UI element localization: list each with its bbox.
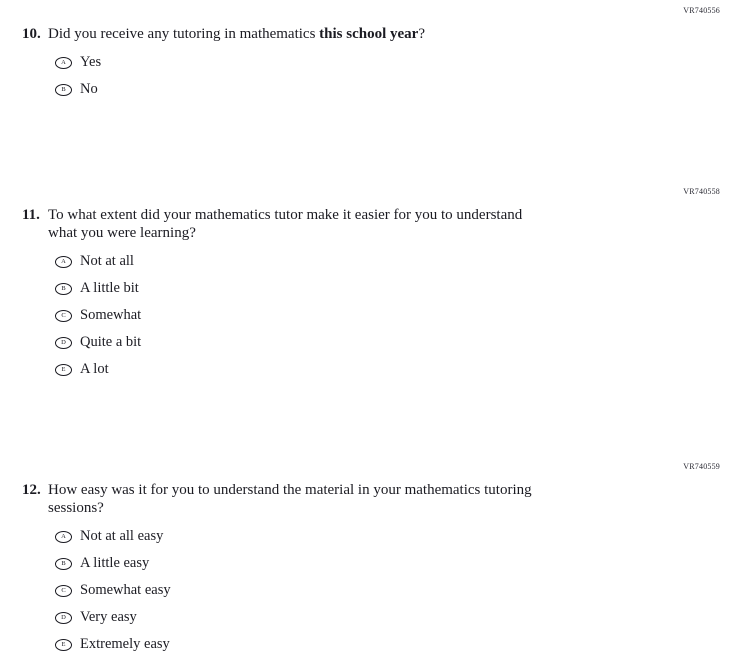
answer-option-very-easy[interactable] (0, 604, 733, 631)
vr-code-label: VR740558 (683, 187, 720, 196)
option-label: Extremely easy (80, 636, 170, 652)
question-block-11 (0, 181, 733, 383)
bubble-letter: C (61, 586, 66, 594)
question-text (48, 481, 613, 517)
vr-code-label: VR740559 (683, 462, 720, 471)
bubble-letter: A (61, 58, 66, 66)
bubble-letter: E (61, 365, 66, 373)
option-label: Not at all easy (80, 528, 164, 544)
answer-option-a-lot[interactable] (0, 356, 733, 383)
question-row (0, 481, 733, 517)
question-number: 10. (22, 26, 41, 42)
question-text (48, 206, 613, 242)
question-text-pre: Did you receive any tutoring in mathematics (48, 26, 320, 42)
answer-option-somewhat-easy[interactable] (0, 577, 733, 604)
bubble-letter: D (61, 613, 66, 621)
option-label: A lot (80, 361, 109, 377)
option-bubble[interactable] (55, 256, 72, 268)
answer-option-quite-a-bit[interactable] (0, 329, 733, 356)
bubble-letter: D (61, 338, 66, 346)
vr-code-label: VR740556 (683, 6, 720, 15)
question-text-bold: this school year (319, 26, 419, 42)
answer-options (0, 49, 733, 103)
answer-option-no[interactable] (0, 76, 733, 103)
option-bubble[interactable] (55, 310, 72, 322)
option-bubble[interactable] (55, 364, 72, 376)
answer-option-a-little-bit[interactable] (0, 275, 733, 302)
bubble-letter: E (61, 640, 66, 648)
answer-option-somewhat[interactable] (0, 302, 733, 329)
option-label: A little bit (80, 280, 139, 296)
answer-option-yes[interactable] (0, 49, 733, 76)
option-label: Somewhat easy (80, 582, 171, 598)
option-label: Not at all (80, 253, 134, 269)
question-row (0, 206, 733, 242)
bubble-letter: A (61, 532, 66, 540)
option-bubble[interactable] (55, 337, 72, 349)
option-label: Somewhat (80, 307, 142, 323)
bubble-letter: B (61, 85, 66, 93)
option-label: Very easy (80, 609, 137, 625)
answer-option-not-at-all-easy[interactable] (0, 523, 733, 550)
question-text-line: sessions? (48, 500, 104, 516)
question-block-12 (0, 456, 733, 658)
bubble-letter: A (61, 257, 66, 265)
option-bubble[interactable] (55, 612, 72, 624)
option-label: Quite a bit (80, 334, 142, 350)
option-bubble[interactable] (55, 639, 72, 651)
answer-option-not-at-all[interactable] (0, 248, 733, 275)
question-block-10 (0, 0, 733, 103)
option-bubble[interactable] (55, 57, 72, 69)
bubble-letter: B (61, 559, 66, 567)
question-row (0, 25, 733, 43)
option-bubble[interactable] (55, 531, 72, 543)
option-bubble[interactable] (55, 558, 72, 570)
option-label: A little easy (80, 555, 150, 571)
option-label: Yes (80, 54, 102, 70)
option-bubble[interactable] (55, 283, 72, 295)
answer-options (0, 523, 733, 658)
question-number: 12. (22, 482, 41, 498)
question-text-line: To what extent did your mathematics tutor make it easier for you to understand (48, 207, 523, 223)
question-text-line: what you were learning? (48, 225, 196, 241)
option-bubble[interactable] (55, 585, 72, 597)
answer-option-extremely-easy[interactable] (0, 631, 733, 658)
option-bubble[interactable] (55, 84, 72, 96)
answer-options (0, 248, 733, 383)
question-number: 11. (22, 207, 40, 223)
question-text-line: How easy was it for you to understand the material in your mathematics tutoring (48, 482, 532, 498)
question-text-post: ? (418, 26, 426, 42)
question-text (48, 25, 613, 43)
option-label: No (80, 81, 98, 97)
answer-option-a-little-easy[interactable] (0, 550, 733, 577)
bubble-letter: B (61, 284, 66, 292)
bubble-letter: C (61, 311, 66, 319)
